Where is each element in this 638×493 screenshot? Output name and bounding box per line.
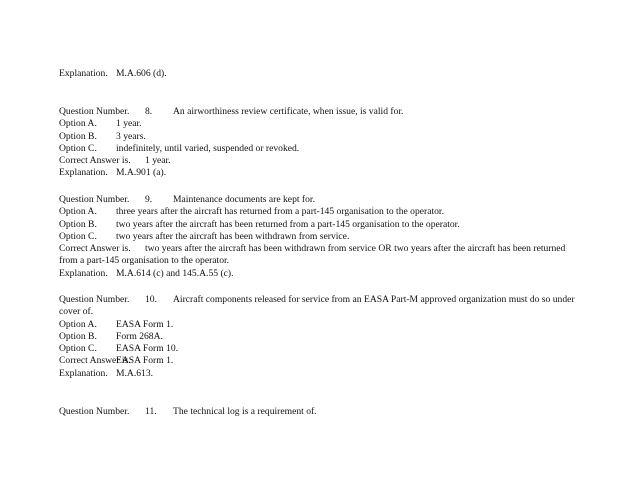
- correct-answer-text: two years after the aircraft has been withdrawn from service OR two years after the aircraft has been returned from a part-145 organisation to the operator.: [59, 243, 566, 267]
- question-10: [59, 294, 584, 380]
- explanation-label: Explanation.: [59, 267, 108, 279]
- option-b-label: Option B.: [59, 330, 97, 342]
- option-a-label: Option A.: [59, 118, 97, 130]
- explanation-text: M.A.606 (d).: [116, 68, 167, 79]
- question-text: The technical log is a requirement of.: [173, 406, 317, 417]
- explanation-text: M.A.614 (c) and 145.A.55 (c).: [116, 267, 234, 279]
- correct-answer-label: Correct Answer is.: [59, 355, 131, 367]
- question-label: Question Number.: [59, 194, 130, 205]
- correct-answer-label: Correct Answer is.: [59, 243, 131, 255]
- correct-answer-text: EASA Form 1.: [116, 355, 174, 367]
- question-text: Maintenance documents are kept for.: [173, 194, 315, 205]
- question-9: [59, 194, 584, 280]
- explanation-text: M.A.901 (a).: [116, 167, 167, 179]
- option-c-text: indefinitely, until varied, suspended or revoked.: [116, 142, 300, 154]
- option-c-label: Option C.: [59, 230, 97, 242]
- explanation-label: Explanation.: [59, 68, 108, 79]
- option-c-text: EASA Form 10.: [116, 343, 179, 355]
- explanation-text: M.A.613.: [116, 367, 154, 379]
- question-text: An airworthiness review certificate, when issue, is valid for.: [173, 106, 404, 117]
- question-label: Question Number.: [59, 294, 130, 305]
- explanation-label: Explanation.: [59, 167, 108, 179]
- question-label: Question Number.: [59, 106, 130, 117]
- question-number: 8.: [145, 106, 153, 117]
- option-a-label: Option A.: [59, 206, 97, 218]
- option-a-label: Option A.: [59, 318, 97, 330]
- option-b-text: two years after the aircraft has been returned from a part-145 organisation to the operator.: [116, 218, 460, 230]
- option-a-text: three years after the aircraft has returned from a part-145 organisation to the operator.: [116, 206, 444, 218]
- question-text: Aircraft components released for service from an EASA Part-M approved organization must do so under cover of.: [59, 294, 575, 318]
- question-number: 10.: [145, 294, 157, 305]
- option-b-label: Option B.: [59, 130, 97, 142]
- explanation-q7: [59, 68, 584, 80]
- option-c-label: Option C.: [59, 343, 97, 355]
- option-a-text: 1 year.: [116, 118, 142, 130]
- question-label: Question Number.: [59, 406, 130, 417]
- option-b-text: 3 years.: [116, 130, 146, 142]
- option-c-text: two years after the aircraft has been withdrawn from service.: [116, 230, 350, 242]
- option-b-label: Option B.: [59, 218, 97, 230]
- option-c-label: Option C.: [59, 142, 97, 154]
- correct-answer-label: Correct Answer is.: [59, 155, 131, 167]
- question-8: [59, 106, 584, 180]
- explanation-label: Explanation.: [59, 367, 108, 379]
- option-b-text: Form 268A.: [116, 330, 163, 342]
- question-11: [59, 406, 584, 418]
- question-number: 9.: [145, 194, 153, 205]
- question-number: 11.: [145, 406, 157, 417]
- correct-answer-text: 1 year.: [145, 155, 171, 167]
- option-a-text: EASA Form 1.: [116, 318, 174, 330]
